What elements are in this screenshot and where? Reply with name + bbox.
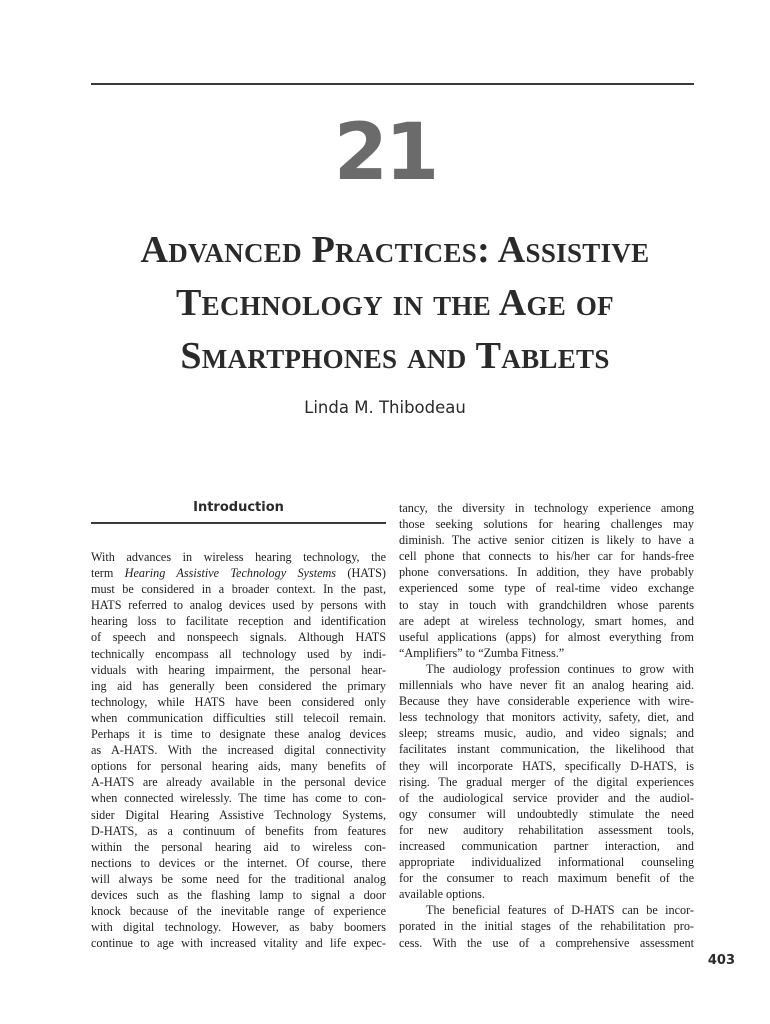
left-column [91,500,386,951]
body-line: diminish. The active senior citizen is likely to have a [399,533,694,548]
body-line-paragraph-end: “Amplifiers” to “Zumba Fitness.” [399,645,565,660]
body-line: useful applications (apps) for almost everything from [399,629,694,644]
chapter-title-line: Technology in the Age of [176,282,614,324]
body-line: options for personal hearing aids, many benefits of [91,759,386,774]
body-line: A-HATS are already available in the personal device [91,775,386,790]
top-rule [91,83,694,85]
body-line: rising. The gradual merger of the digital experiences [399,774,694,789]
body-line: for the consumer to reach maximum benefit of the [399,871,694,886]
body-line: sider Digital Hearing Assistive Technology Systems, [91,807,386,822]
body-line: sleep; streams music, audio, and video signals; and [399,726,694,741]
page-number: 403 [707,953,735,968]
body-line: of the audiological service provider and the audiol- [399,790,694,805]
body-line: continue to age with increased vitality and life expec- [91,936,386,951]
body-line: hearing loss to facilitate reception and identification [91,614,386,629]
body-line: ogy consumer will undoubtedly stimulate the need [399,806,694,821]
body-line: ing aid has generally been considered the primary [91,678,386,693]
body-line: are adept at wireless technology, smart homes, and [399,613,694,628]
term-suffix: (HATS) [336,566,386,581]
body-line: tancy, the diversity in technology experience among [399,501,694,515]
body-line: with digital technology. However, as baby boomers [91,920,386,935]
body-line: experienced some type of real-time video exchange [399,581,694,596]
body-line: to stay in touch with grandchildren whose parents [399,597,694,612]
body-line: Perhaps it is time to designate these analog devices [91,727,386,742]
body-line: D-HATS, as a continuum of benefits from features [91,823,386,838]
body-line: within the personal hearing aid to wireless con- [91,839,386,854]
body-line-term [91,565,386,581]
body-line: when connected wirelessly. The time has come to con- [91,791,386,806]
chapter-title [70,224,720,383]
body-line: increased communication partner interaction, and [399,838,694,853]
body-line: will always be some need for the traditional analog [91,871,386,886]
section-heading: Introduction [193,500,284,515]
right-column [399,500,694,951]
body-line: of speech and nonspeech signals. Although HATS [91,630,386,645]
body-line: must be considered in a broader context. In the past, [91,582,386,597]
section-rule [91,522,386,524]
body-line: porated in the initial stages of the rehabilitation pro- [399,919,694,934]
body-line: technically encompass all technology used by indi- [91,646,386,661]
body-line: devices such as the flashing lamp to signal a door [91,887,386,902]
body-line: less technology that monitors activity, safety, diet, and [399,710,694,725]
chapter-number: 21 [333,108,437,198]
term-prefix: term [91,566,125,581]
body-line: With advances in wireless hearing technology, the [91,550,386,564]
body-line-paragraph-end: available options. [399,887,485,902]
body-line: cell phone that connects to his/her car for hands-free [399,549,694,564]
body-line: knock because of the inevitable range of experience [91,904,386,919]
body-line-paragraph-start: The beneficial features of D-HATS can be incor- [426,903,694,918]
body-line: millennials who have never fit an analog hearing aid. [399,678,694,693]
body-line: nections to devices or the internet. Of course, there [91,855,386,870]
body-line: when communication difficulties still telecoil remain. [91,710,386,725]
term-italic: Hearing Assistive Technology Systems [124,566,337,581]
body-line: they will incorporate HATS, specifically D-HATS, is [399,758,694,773]
body-line: for new auditory rehabilitation assessment tools, [399,822,694,837]
body-line: Because they have considerable experience with wire- [399,694,694,709]
body-line: facilitates instant communication, the likelihood that [399,742,694,757]
body-line: as A-HATS. With the increased digital connectivity [91,743,386,758]
body-line: HATS referred to analog devices used by persons with [91,598,386,613]
chapter-title-line: Smartphones and Tablets [180,335,610,377]
body-line: those seeking solutions for hearing challenges may [399,517,694,532]
chapter-title-line: Advanced Practices: Assistive [140,229,650,271]
body-line-paragraph-start: The audiology profession continues to grow with [426,661,694,676]
body-line: viduals with hearing impairment, the personal hear- [91,662,386,677]
body-line: appropriate individualized informational counseling [399,855,694,870]
author-name: Linda M. Thibodeau [304,398,466,417]
body-line: cess. With the use of a comprehensive assessment [399,935,694,950]
body-line: technology, while HATS have been considered only [91,694,386,709]
body-line: phone conversations. In addition, they have probably [399,565,694,580]
